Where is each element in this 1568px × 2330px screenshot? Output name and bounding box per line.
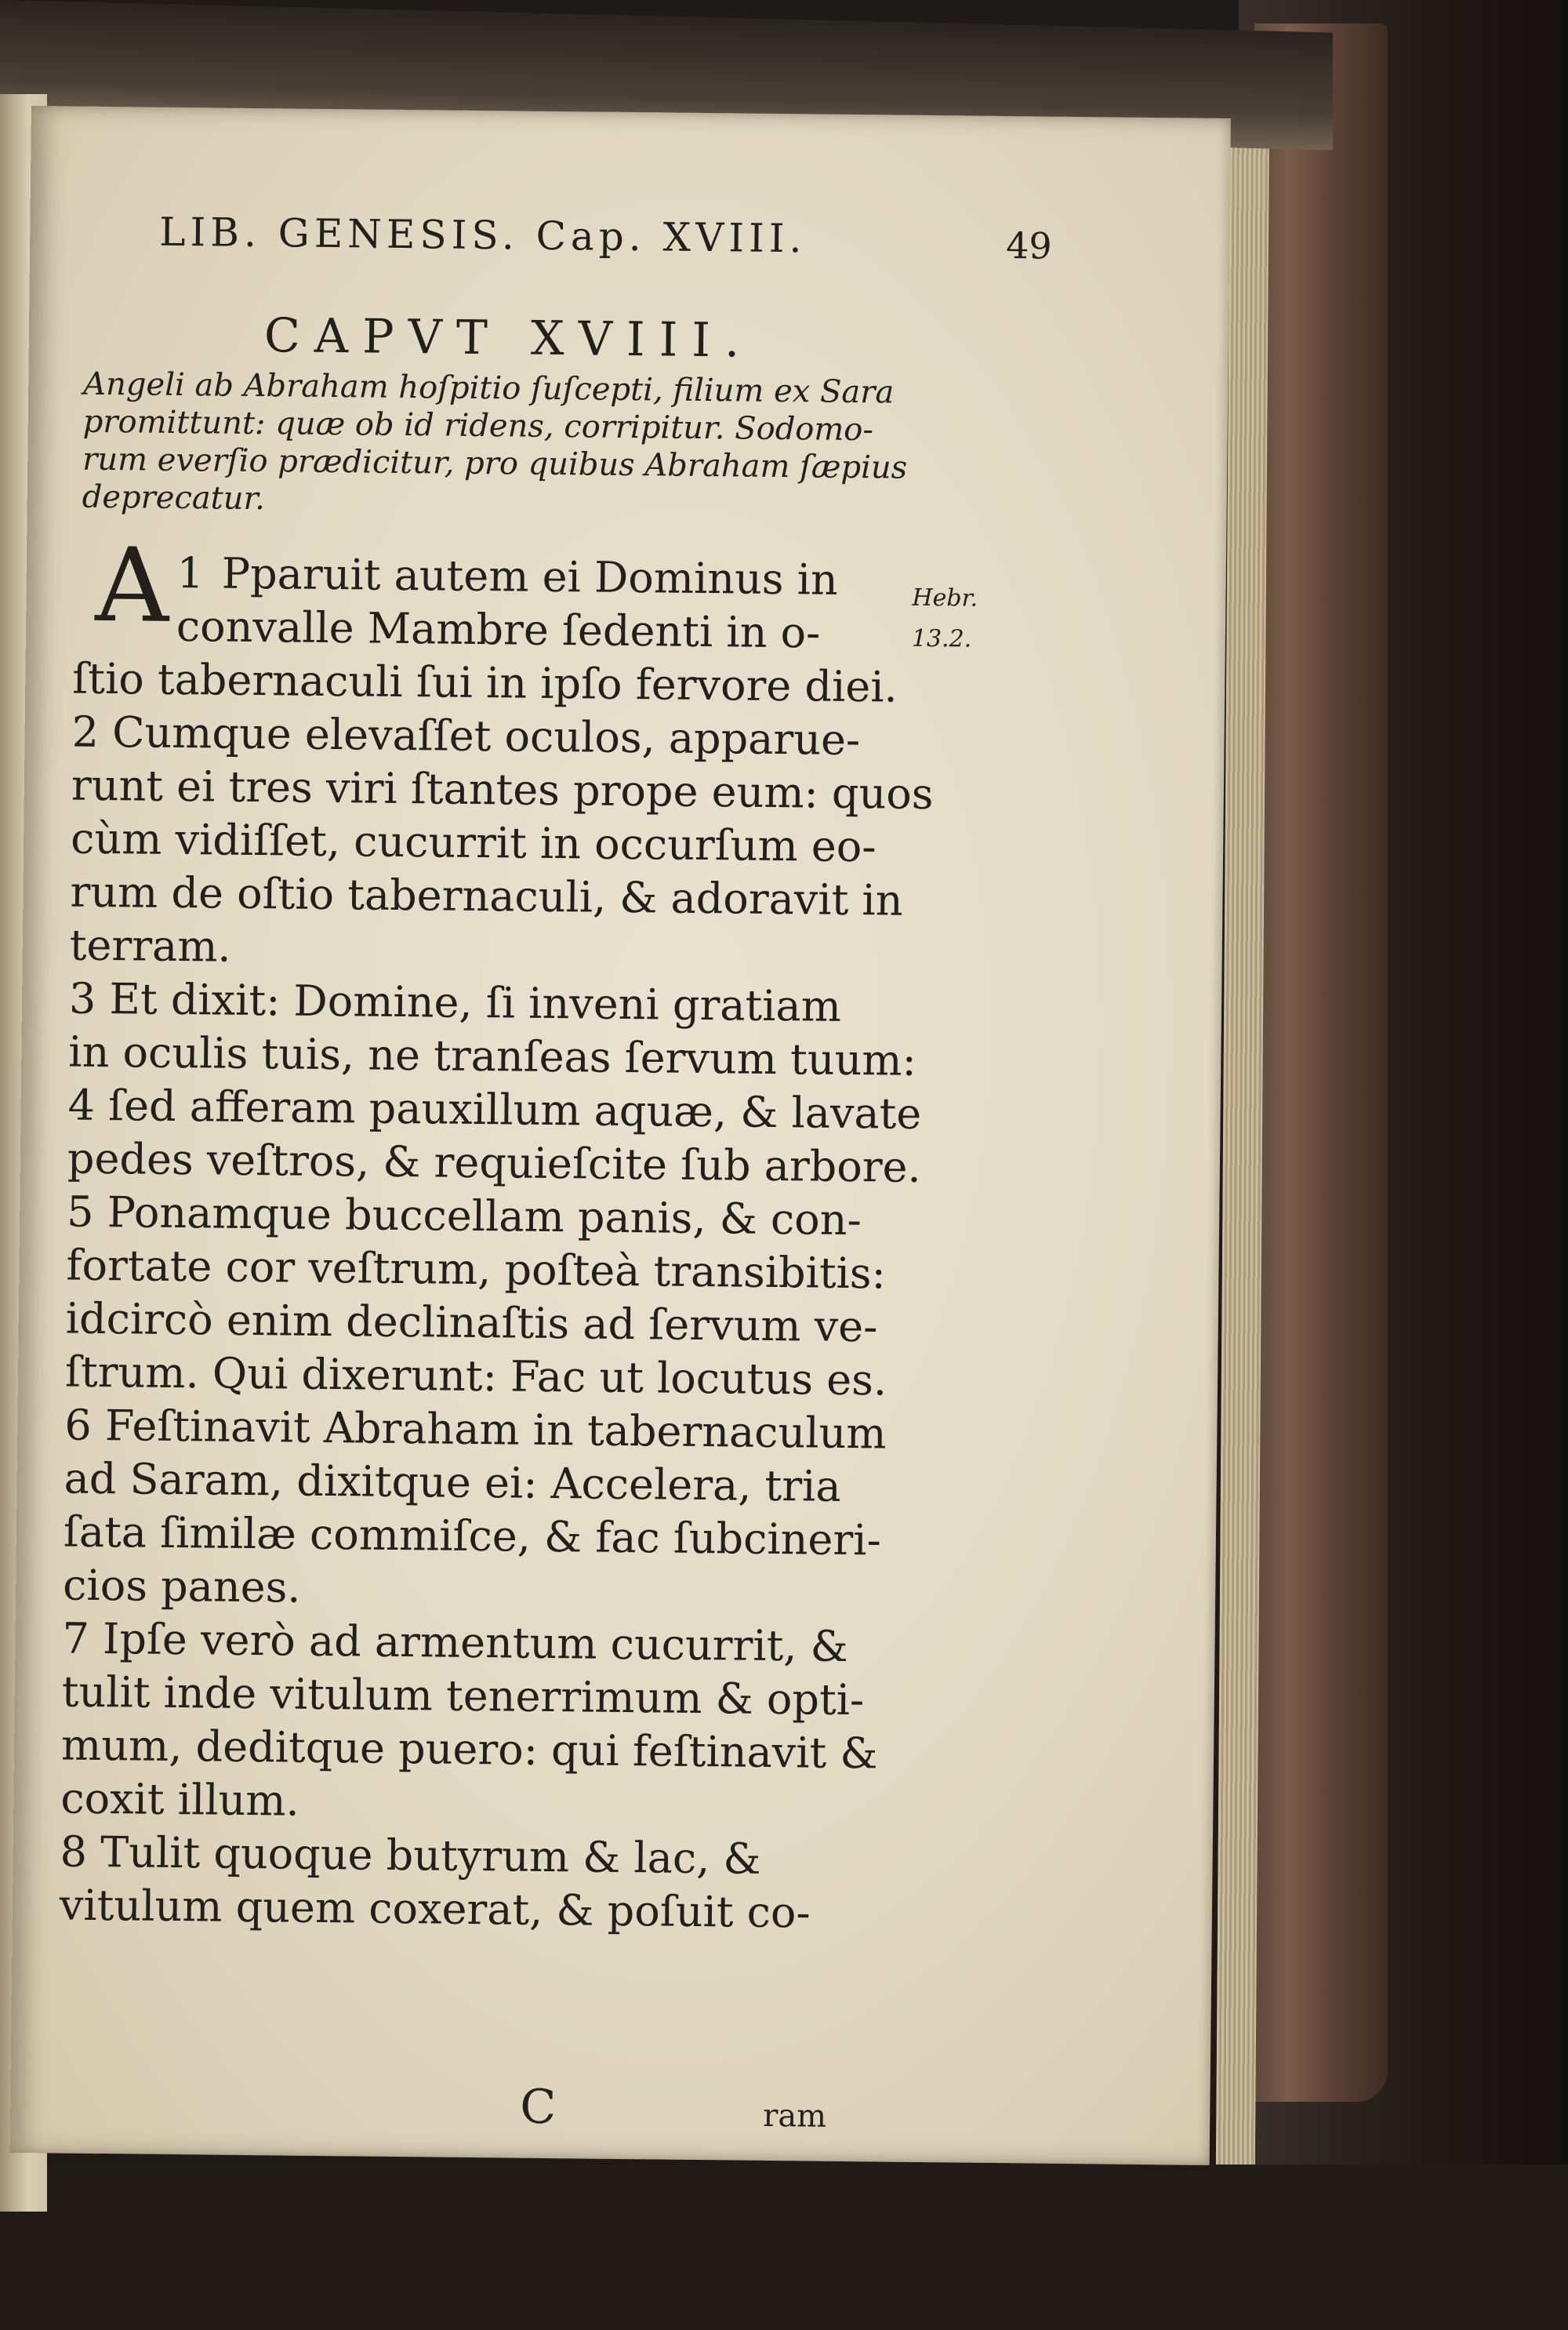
text-line: 8 Tulit quoque butyrum & lac, & bbox=[60, 1827, 761, 1884]
summary-line: rum everſio prædicitur, pro quibus Abraham ſæpius bbox=[82, 441, 908, 486]
summary-line: deprecatur. bbox=[82, 478, 266, 518]
text-line: terram. bbox=[69, 920, 231, 972]
text-line: cùm vidiſſet, cucurrit in occurſum eo- bbox=[70, 813, 877, 872]
text-line: Pparuit autem ei Dominus in bbox=[221, 548, 839, 605]
body-text bbox=[59, 525, 960, 1942]
text-line: 6 Feſtinavit Abraham in tabernaculum bbox=[64, 1400, 887, 1459]
text-line: ſata ſimilæ commiſce, & fac ſubcineri- bbox=[63, 1507, 882, 1565]
book-page bbox=[10, 106, 1231, 2165]
text-line: 7 Ipſe verò ad armentum cucurrit, & bbox=[62, 1613, 849, 1672]
catchword: ram bbox=[762, 2097, 827, 2135]
text-line: idcircò enim declinaſtis ad ſervum ve- bbox=[65, 1293, 878, 1352]
text-line: convalle Mambre ſedenti in o- bbox=[176, 601, 821, 658]
text-line: runt ei tres viri ſtantes prope eum: quos bbox=[71, 760, 934, 820]
chapter-summary bbox=[82, 365, 962, 525]
text-line: in oculis tuis, ne tranſeas ſervum tuum: bbox=[68, 1027, 917, 1085]
table-surface bbox=[0, 2165, 1568, 2330]
text-line: tulit inde vitulum tenerrimum & opti- bbox=[61, 1667, 865, 1725]
text-line: vitulum quem coxerat, & poſuit co- bbox=[59, 1880, 811, 1938]
chapter-title: CAPVT XVIII. bbox=[263, 308, 754, 369]
summary-line: promittunt: quæ ob id ridens, corripitur. Sodomo- bbox=[82, 403, 874, 449]
summary-line: Angeli ab Abraham hoſpitio ſuſcepti, filium ex Sara bbox=[83, 365, 895, 411]
running-head bbox=[159, 209, 1101, 265]
running-head-title: LIB. GENESIS. Cap. XVIII. bbox=[159, 209, 807, 262]
margin-note-line: Hebr. bbox=[912, 583, 978, 612]
book-cover-board bbox=[1254, 24, 1388, 2102]
page-number: 49 bbox=[1005, 224, 1053, 267]
text-line: 2 Cumque elevaſſet oculos, apparue- bbox=[71, 707, 861, 765]
verse-number: 1 bbox=[176, 547, 205, 598]
text-line: ſtio tabernaculi ſui in ipſo fervore diei. bbox=[72, 653, 898, 712]
verse-1 bbox=[72, 525, 960, 715]
text-line: 3 Et dixit: Domine, ſi inveni gratiam bbox=[68, 973, 842, 1031]
signature-mark: C bbox=[519, 2079, 557, 2136]
text-line: pedes veſtros, & requieſcite ſub arbore. bbox=[67, 1133, 922, 1192]
text-line: ad Saram, dixitque ei: Accelera, tria bbox=[64, 1453, 841, 1511]
text-line: mum, deditque puero: qui feſtinavit & bbox=[60, 1720, 878, 1779]
text-line: 5 Ponamque buccellam panis, & con- bbox=[66, 1187, 862, 1245]
margin-note-line: 13.2. bbox=[911, 624, 972, 653]
drop-cap: A bbox=[94, 525, 170, 645]
text-line: rum de oſtio tabernaculi, & adoravit in bbox=[70, 867, 903, 925]
text-line: coxit illum. bbox=[60, 1773, 300, 1826]
text-line: 4 ſed afferam pauxillum aquæ, & lavate bbox=[67, 1080, 922, 1139]
text-line: ſtrum. Qui dixerunt: Fac ut locutus es. bbox=[64, 1347, 887, 1405]
text-line: fortate cor veſtrum, poſteà transibitis: bbox=[66, 1240, 887, 1299]
text-line: cios panes. bbox=[62, 1560, 301, 1612]
